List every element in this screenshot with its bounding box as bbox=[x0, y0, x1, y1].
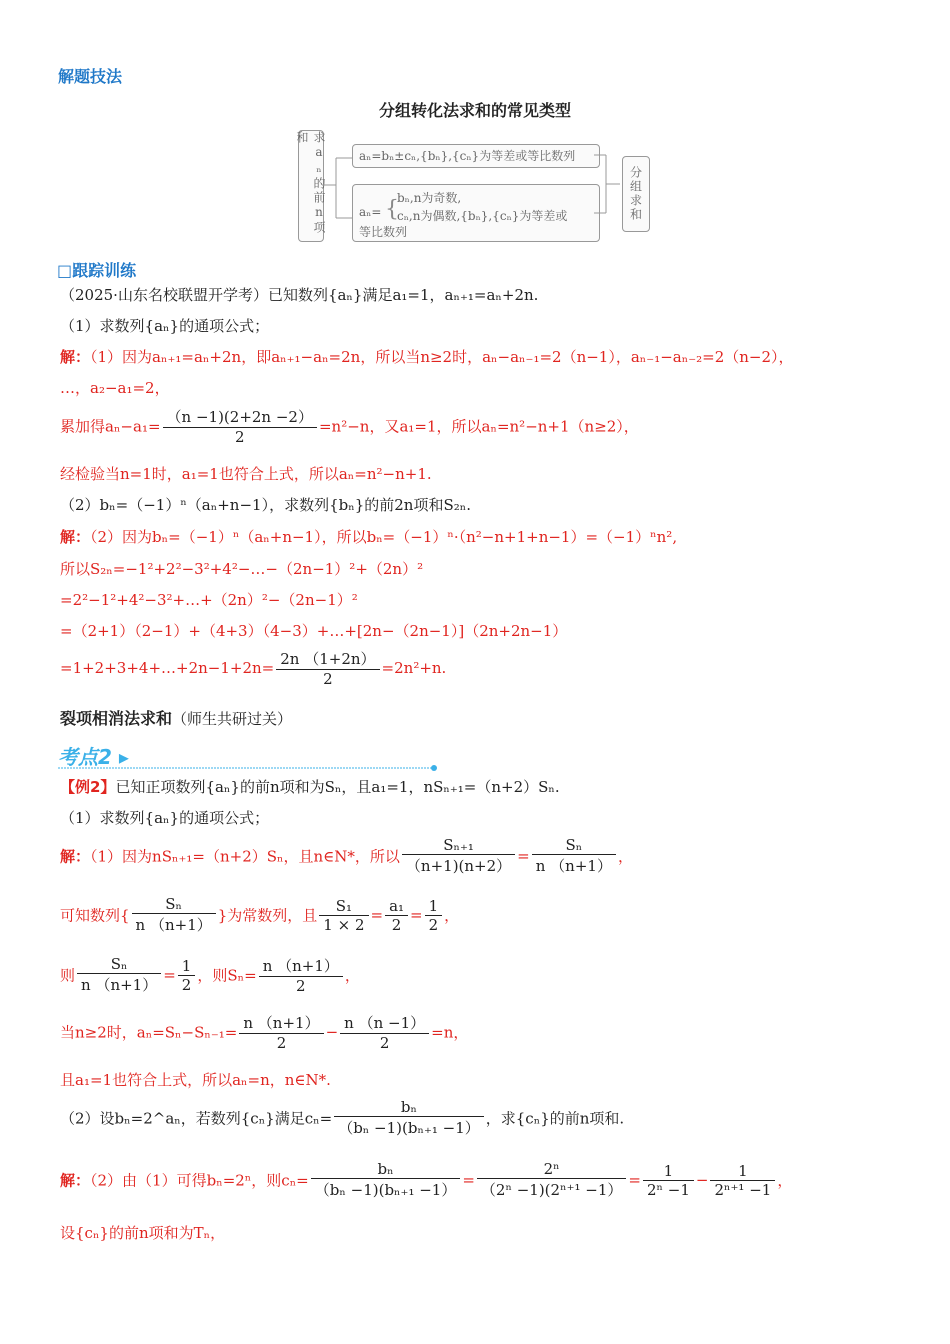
fraction bbox=[259, 955, 343, 995]
fraction-num: Sₙ bbox=[132, 895, 216, 914]
track-training-heading: □跟踪训练 bbox=[57, 261, 137, 280]
example-label: 【例2】 bbox=[60, 778, 116, 796]
solution1-text: （1）因为aₙ₊₁=aₙ+2n，即aₙ₊₁−aₙ=2n，所以当n≥2时，aₙ−aₙ₋₁=2（n−1），aₙ₋₁−aₙ₋₂=2（n−2）， bbox=[90, 348, 794, 366]
problem1-q2: （2）bₙ=（−1）ⁿ（aₙ+n−1），求数列{bₙ}的前2n项和S₂ₙ. bbox=[60, 496, 472, 514]
section2-heading bbox=[60, 706, 292, 729]
technique-heading: 解题技法 bbox=[58, 67, 123, 86]
solution-label: 解： bbox=[60, 348, 91, 366]
fraction-den: n （n+1） bbox=[135, 916, 212, 934]
fraction bbox=[402, 836, 515, 876]
fraction-num: 1 bbox=[425, 897, 443, 916]
r1-eq: = bbox=[517, 847, 530, 865]
fraction-num: n （n −1） bbox=[340, 1012, 429, 1034]
fraction-num: n （n+1） bbox=[239, 1012, 323, 1034]
fraction bbox=[319, 897, 368, 934]
fraction bbox=[643, 1162, 694, 1199]
solution1-line6: 所以S₂ₙ=−1²+2²−3²+4²−…−（2n−1）²+（2n）² bbox=[60, 560, 424, 578]
solution1-line8: =（2+1）（2−1）+（4+3）（4−3）+…+[2n−（2n−1）]（2n+2n−1） bbox=[60, 622, 568, 640]
fraction-num: 1 bbox=[643, 1162, 694, 1181]
solution1-line1 bbox=[60, 346, 794, 367]
fraction-num: Sₙ₊₁ bbox=[402, 836, 515, 855]
fraction bbox=[132, 895, 216, 935]
s3-pre: 累加得aₙ−a₁= bbox=[60, 417, 161, 436]
fraction bbox=[477, 1160, 626, 1200]
fraction-num: n （n+1） bbox=[259, 955, 343, 977]
fraction bbox=[385, 897, 408, 934]
solution1-line7: =2²−1²+4²−3²+…+（2n）²−（2n−1）² bbox=[60, 591, 358, 609]
solution1-line9 bbox=[60, 648, 446, 688]
diagram-bottom-line3: 等比数列 bbox=[359, 225, 408, 239]
fraction-den: 2 bbox=[234, 428, 245, 446]
solution-label: 解： bbox=[60, 1171, 91, 1190]
fraction-den: 1 × 2 bbox=[323, 915, 365, 934]
fraction-num: 2ⁿ bbox=[477, 1160, 626, 1179]
u1-post: ， bbox=[777, 1171, 793, 1190]
solution2-line7: 设{cₙ}的前n项和为Tₙ， bbox=[60, 1224, 226, 1242]
solution2-line4 bbox=[60, 1012, 468, 1052]
diagram-bottom-prefix: aₙ= bbox=[359, 205, 382, 219]
solution2-line3: 则 $\frac{\text{Sₙ}}{n (n+1)}$ = $\frac{1}{2}$ ，则Sₙ= $\frac{n (n+1)}{2}$ ， bbox=[60, 955, 360, 995]
solution1-line4: 经检验当n=1时，a₁=1也符合上式，所以aₙ=n²−n+1. bbox=[60, 465, 432, 483]
fraction-num: bₙ bbox=[334, 1098, 484, 1117]
t5-pre: =1+2+3+4+…+2n−1+2n= bbox=[60, 659, 275, 677]
u1-pre: （2）由（1）可得bₙ=2ⁿ，则cₙ= bbox=[90, 1171, 309, 1190]
fraction-den: 2 bbox=[379, 1034, 390, 1052]
fraction-num: a₁ bbox=[385, 897, 408, 916]
solution-label: 解： bbox=[60, 847, 91, 866]
section2-title: 裂项相消法求和 bbox=[60, 709, 173, 728]
grouping-diagram bbox=[296, 128, 656, 246]
fraction bbox=[710, 1162, 775, 1199]
section2-note: （师生共研过关） bbox=[172, 710, 293, 728]
fraction-num: Sₙ bbox=[77, 955, 161, 974]
s3-post: =n²−n，又a₁=1，所以aₙ=n²−n+1（n≥2）， bbox=[318, 417, 639, 436]
fraction-num: 2n （1+2n） bbox=[276, 648, 379, 670]
fraction-den: （bₙ −1)(bₙ₊₁ −1） bbox=[338, 1119, 480, 1137]
fraction bbox=[77, 955, 161, 995]
fraction bbox=[276, 648, 379, 688]
diagram-bottom-line2: cₙ,n为偶数,{bₙ},{cₙ}为等差或 bbox=[397, 209, 568, 223]
diagram-bottom-line1: bₙ,n为奇数, bbox=[397, 191, 462, 205]
diagram-right-brace bbox=[594, 128, 624, 246]
r4-post: =n， bbox=[431, 1023, 469, 1042]
fraction-den: 2 bbox=[428, 915, 439, 934]
diagram-right-label: 分组求和 bbox=[622, 156, 650, 232]
fraction-den: 2 bbox=[391, 915, 402, 934]
fraction bbox=[425, 897, 443, 934]
fraction-den: （2ⁿ −1)(2ⁿ⁺¹ −1） bbox=[480, 1181, 623, 1199]
problem1-stem: （2025·山东名校联盟开学考）已知数列{aₙ}满足a₁=1，aₙ₊₁=aₙ+2n. bbox=[60, 286, 539, 304]
fraction-num: 1 bbox=[710, 1162, 775, 1181]
r2-mid: }为常数列，且 bbox=[217, 906, 318, 925]
fraction-den: 2 bbox=[323, 670, 333, 688]
diagram-top-box: aₙ=bₙ±cₙ,{bₙ},{cₙ}为等差或等比数列 bbox=[352, 144, 600, 168]
solution2-line6: 解：（2）由（1）可得bₙ=2ⁿ，则cₙ= $\frac{\text{bₙ}}{\text{（bₙ −1)(bₙ₊₁ −1）}}$ = $\frac{\text{2ⁿ}}{\text{（2ⁿ −1)(2ⁿ⁺¹ −1）}}$ = $\frac{1}{\text{2ⁿ −1}}$ − $\frac{1}{\text{2ⁿ⁺¹ −1}}$ ， bbox=[60, 1160, 793, 1199]
r4-pre: 当n≥2时，aₙ=Sₙ−Sₙ₋₁= bbox=[60, 1023, 238, 1042]
r3-mid: ，则Sₙ= bbox=[197, 966, 257, 985]
diagram-bottom-box bbox=[352, 184, 600, 242]
fraction-num: S₁ bbox=[319, 897, 368, 916]
fraction bbox=[178, 957, 196, 994]
fraction-den: （n+1)(n+2） bbox=[405, 857, 512, 875]
page-title: 分组转化法求和的常见类型 bbox=[378, 101, 571, 120]
example2-stem-line bbox=[60, 776, 560, 797]
solution2-line5: 且a₁=1也符合上式，所以aₙ=n，n∈N*. bbox=[60, 1071, 331, 1089]
fraction bbox=[163, 406, 317, 446]
r2-post: ， bbox=[444, 906, 460, 925]
fraction-den: n （n+1） bbox=[535, 857, 612, 875]
t1-text: （2）因为bₙ=（−1）ⁿ（aₙ+n−1），所以bₙ=（−1）ⁿ·（n²−n+1+n−1）=（−1）ⁿn², bbox=[90, 528, 678, 546]
kaodian-underline bbox=[58, 764, 440, 772]
solution1-line5 bbox=[60, 526, 677, 547]
example2-stem: 已知正项数列{aₙ}的前n项和为Sₙ，且a₁=1，nSₙ₊₁=（n+2）Sₙ. bbox=[115, 778, 560, 796]
r2-pre: 可知数列{ bbox=[60, 906, 130, 925]
fraction bbox=[334, 1098, 484, 1138]
fraction-den: 2ⁿ⁺¹ −1 bbox=[714, 1180, 772, 1199]
solution1-line3 bbox=[60, 406, 639, 446]
kaodian-label: 考点2 ▸ bbox=[58, 745, 129, 769]
fraction-den: n （n+1） bbox=[81, 976, 158, 994]
example2-q1: （1）求数列{aₙ}的通项公式； bbox=[60, 809, 270, 827]
q2-pre: （2）设bₙ=2^aₙ，若数列{cₙ}满足cₙ= bbox=[60, 1109, 333, 1128]
fraction-den: 2ⁿ −1 bbox=[646, 1180, 690, 1199]
fraction-num: （n −1)(2+2n −2） bbox=[163, 406, 317, 428]
fraction-den: （bₙ −1)(bₙ₊₁ −1） bbox=[314, 1181, 457, 1199]
fraction-num: Sₙ bbox=[532, 836, 616, 855]
r1-pre: （1）因为nSₙ₊₁=（n+2）Sₙ，且n∈N*，所以 bbox=[90, 847, 400, 866]
solution2-line2: 可知数列{ $\frac{\text{Sₙ}}{n (n+1)}$ }为常数列，且 $\frac{\text{S₁}}{1 \times 2}$ = $\frac{\text{a₁}}{2}$ = $\frac{1}{2}$ ， bbox=[60, 895, 460, 934]
q2-post: ，求{cₙ}的前n项和. bbox=[485, 1109, 625, 1128]
solution1-line2: …，a₂−a₁=2， bbox=[60, 379, 170, 397]
diagram-brace-icon: { bbox=[385, 197, 399, 222]
fraction-den: 2 bbox=[181, 975, 192, 994]
problem1-q1: （1）求数列{aₙ}的通项公式； bbox=[60, 317, 270, 335]
r3-pre: 则 bbox=[60, 966, 76, 985]
r1-post: ， bbox=[617, 847, 633, 866]
fraction bbox=[239, 1012, 323, 1052]
r3-post: ， bbox=[344, 966, 360, 985]
fraction-den: 2 bbox=[296, 977, 306, 995]
r4-minus: − bbox=[325, 1023, 339, 1041]
fraction-num: bₙ bbox=[311, 1160, 461, 1179]
diagram-left-label: 求aₙ的前n项和 bbox=[298, 130, 324, 242]
fraction-num: 1 bbox=[178, 957, 196, 976]
solution-label: 解： bbox=[60, 528, 91, 546]
fraction-den: 2 bbox=[276, 1034, 287, 1052]
example2-q2 bbox=[60, 1098, 624, 1138]
fraction bbox=[311, 1160, 461, 1200]
fraction bbox=[340, 1012, 429, 1052]
fraction bbox=[532, 836, 616, 876]
t5-post: =2n²+n. bbox=[381, 659, 447, 677]
solution2-line1 bbox=[60, 836, 633, 876]
